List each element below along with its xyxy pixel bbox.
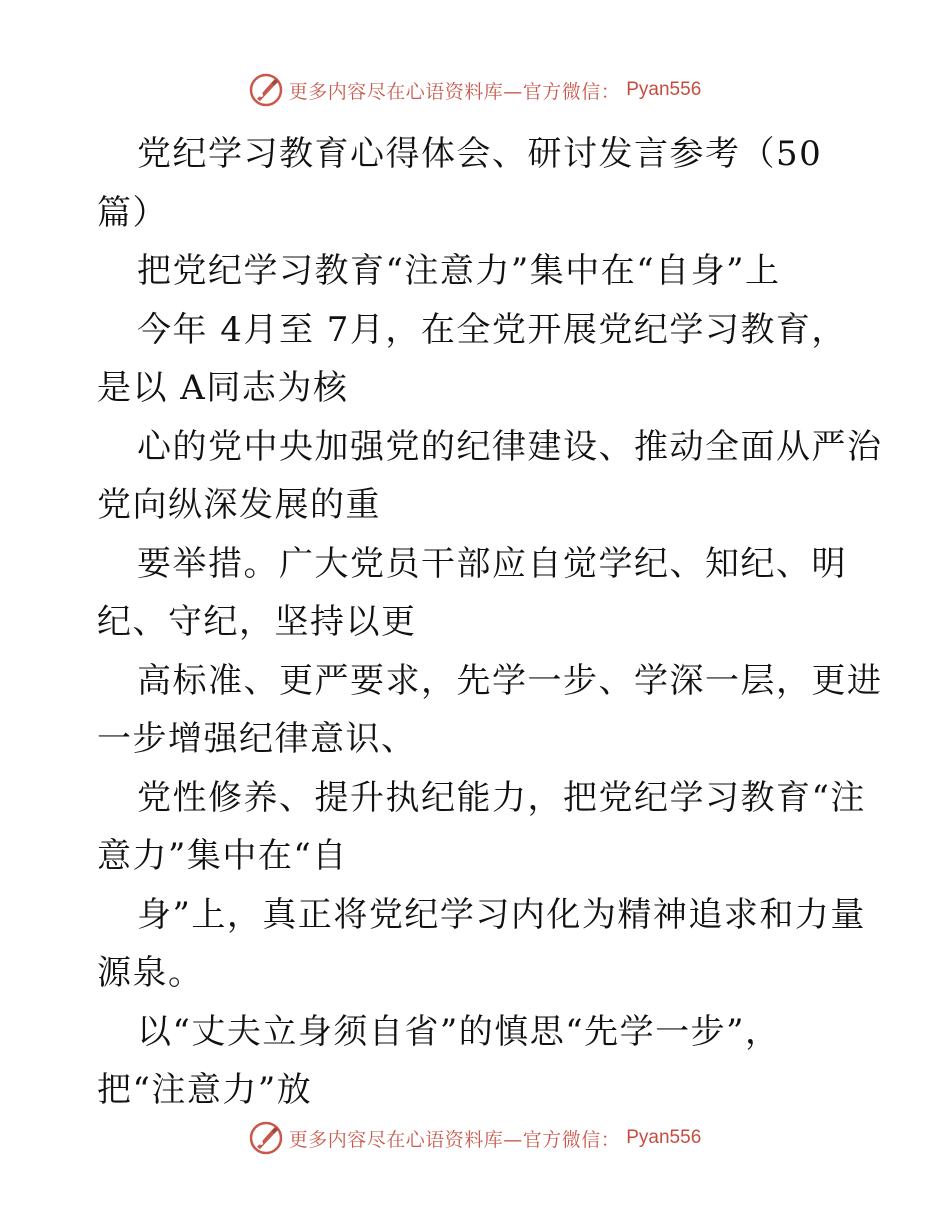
header-watermark [0,70,950,110]
text-line: 今年 4月至 7月，在全党开展党纪学习教育， [137,309,847,350]
text-line: 意力”集中在“自 [97,836,348,876]
text-line: 党纪学习教育心得体会、研讨发言参考（50 [137,134,823,174]
footer-watermark [0,1118,950,1158]
text-line: 是以 A同志为核 [97,368,349,408]
text-line: 篇） [97,192,168,233]
text-line: 源泉。 [97,953,204,993]
text-line: 一步增强纪律意识、 [97,719,417,759]
watermark-wechat-id: Pyan556 [626,79,702,100]
text-line: 以“丈夫立身须自省”的慎思“先学一步”， [137,1011,781,1052]
text-line: 党性修养、提升执纪能力，把党纪学习教育“注 [137,777,866,818]
text-line: 高标准、更严要求，先学一步、学深一层，更进 [137,660,883,701]
text-line: 把党纪学习教育“注意力”集中在“自身”上 [137,251,781,291]
text-line: 心的党中央加强党的纪律建设、推动全面从严治 [137,426,883,467]
pen-logo-icon [249,73,283,107]
text-line: 纪、守纪，坚持以更 [97,602,417,642]
watermark-text: 更多内容尽在心语资料库—官方微信： [288,1128,621,1151]
watermark-text: 更多内容尽在心语资料库—官方微信： [288,80,621,103]
document-body [97,125,883,1120]
text-line: 身”上，真正将党纪学习内化为精神追求和力量 [137,894,866,935]
pen-logo-icon [249,1121,283,1155]
watermark-wechat-id: Pyan556 [626,1127,702,1148]
text-line: 要举措。广大党员干部应自觉学纪、知纪、明 [137,543,847,584]
text-line: 党向纵深发展的重 [97,485,381,525]
text-line: 把“注意力”放 [97,1070,313,1110]
